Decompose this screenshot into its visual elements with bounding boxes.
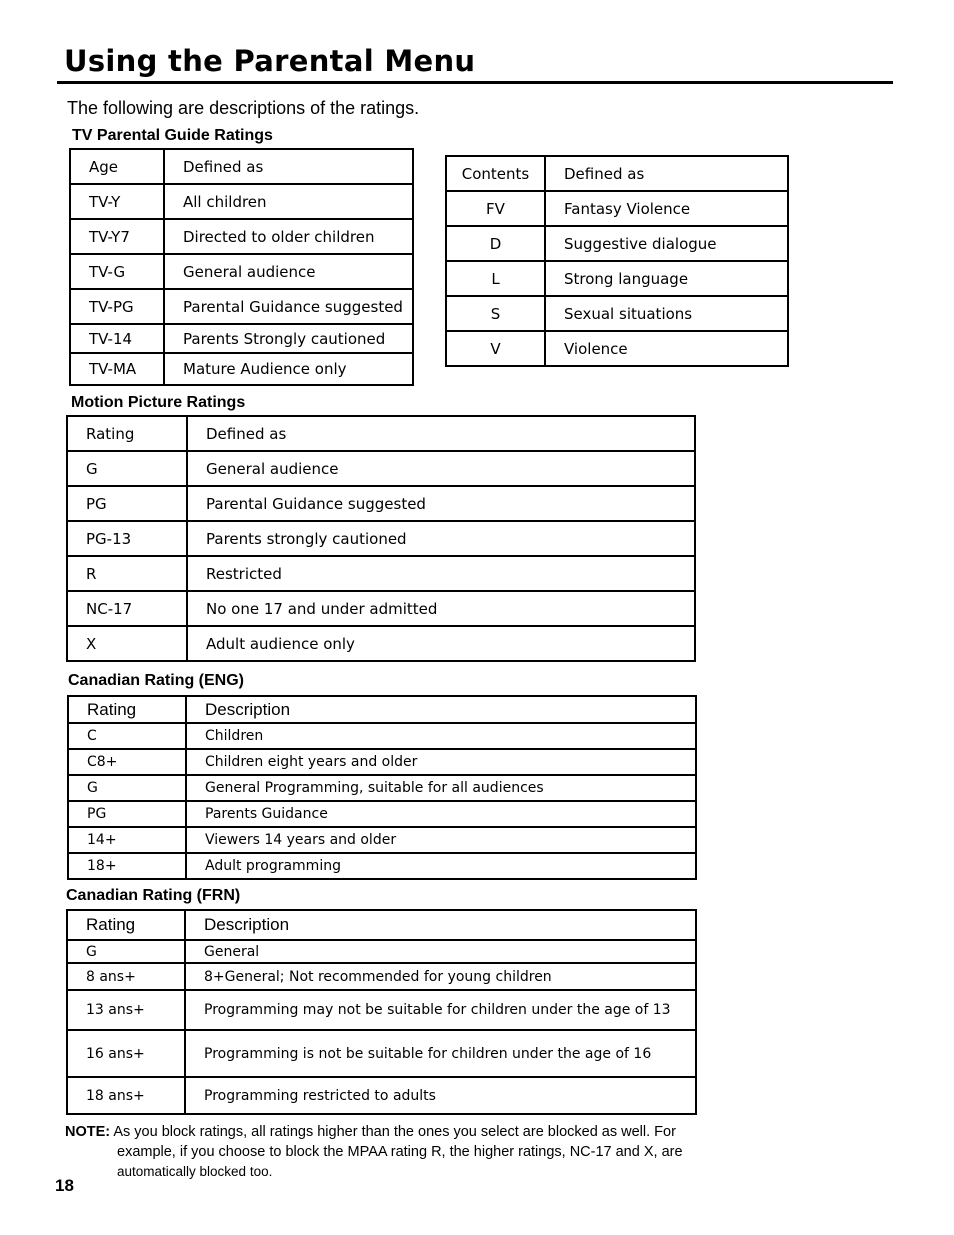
rating-cell: 8 ans+ — [67, 963, 185, 990]
description-cell: Parental Guidance suggested — [187, 486, 695, 521]
header-cell-description: Defined as — [545, 156, 788, 191]
rating-cell: G — [67, 940, 185, 963]
title-rule — [57, 81, 893, 84]
header-cell-description: Defined as — [187, 416, 695, 451]
note-paragraph — [65, 1122, 765, 1182]
description-cell: Adult programming — [186, 853, 696, 879]
table-row — [67, 963, 696, 990]
table-header-row — [68, 696, 696, 723]
table-row — [70, 324, 413, 353]
header-cell-rating: Contents — [446, 156, 545, 191]
table-row — [446, 261, 788, 296]
table-header-row — [67, 416, 695, 451]
table-row — [70, 254, 413, 289]
rating-cell: L — [446, 261, 545, 296]
tv-ratings-heading: TV Parental Guide Ratings — [72, 127, 273, 144]
description-cell: Children — [186, 723, 696, 749]
description-cell: No one 17 and under admitted — [187, 591, 695, 626]
description-cell: Programming may not be suitable for children under the age of 13 — [185, 990, 696, 1030]
description-cell: Programming is not be suitable for children under the age of 16 — [185, 1030, 696, 1077]
rating-cell: TV-MA — [70, 353, 164, 385]
rating-cell: C — [68, 723, 186, 749]
table-header-row — [67, 910, 696, 940]
canadian-frn-heading: Canadian Rating (FRN) — [66, 887, 241, 904]
header-cell-description: Description — [185, 910, 696, 940]
rating-cell: PG — [67, 486, 187, 521]
note-line-1: As you block ratings, all ratings higher than the ones you select are blocked as well. For — [113, 1124, 676, 1140]
table-row — [68, 775, 696, 801]
table-row — [67, 451, 695, 486]
rating-cell: 14+ — [68, 827, 186, 853]
motion-picture-table — [66, 415, 696, 662]
rating-cell: TV-Y — [70, 184, 164, 219]
description-cell: Parents Strongly cautioned — [164, 324, 413, 353]
description-cell: Parents Guidance — [186, 801, 696, 827]
rating-cell: G — [67, 451, 187, 486]
table-row — [68, 749, 696, 775]
rating-cell: TV-G — [70, 254, 164, 289]
table-row — [67, 591, 695, 626]
description-cell: Adult audience only — [187, 626, 695, 661]
intro-text: The following are descriptions of the ratings. — [67, 98, 420, 118]
rating-cell: R — [67, 556, 187, 591]
note-line-3: automatically blocked too. — [117, 1164, 273, 1179]
rating-cell: S — [446, 296, 545, 331]
rating-cell: PG-13 — [67, 521, 187, 556]
header-cell-rating: Rating — [67, 910, 185, 940]
rating-cell: 18 ans+ — [67, 1077, 185, 1114]
table-row — [67, 486, 695, 521]
header-cell-description: Description — [186, 696, 696, 723]
table-row — [70, 289, 413, 324]
description-cell: All children — [164, 184, 413, 219]
page-number: 18 — [55, 1176, 74, 1195]
table-row — [70, 353, 413, 385]
canadian-frn-table — [66, 909, 697, 1115]
rating-cell: D — [446, 226, 545, 261]
rating-cell: C8+ — [68, 749, 186, 775]
contents-table — [445, 155, 789, 367]
rating-cell: PG — [68, 801, 186, 827]
table-row — [67, 940, 696, 963]
page-title: Using the Parental Menu — [64, 44, 476, 78]
description-cell: Sexual situations — [545, 296, 788, 331]
rating-cell: 13 ans+ — [67, 990, 185, 1030]
description-cell: Violence — [545, 331, 788, 366]
table-row — [68, 853, 696, 879]
table-row — [446, 296, 788, 331]
header-cell-description: Defined as — [164, 149, 413, 184]
description-cell: Restricted — [187, 556, 695, 591]
rating-cell: V — [446, 331, 545, 366]
header-cell-rating: Rating — [67, 416, 187, 451]
header-cell-rating: Age — [70, 149, 164, 184]
table-row — [446, 226, 788, 261]
canadian-eng-heading: Canadian Rating (ENG) — [68, 672, 245, 689]
table-header-row — [70, 149, 413, 184]
description-cell: 8+General; Not recommended for young children — [185, 963, 696, 990]
rating-cell: FV — [446, 191, 545, 226]
description-cell: Directed to older children — [164, 219, 413, 254]
table-header-row — [446, 156, 788, 191]
description-cell: Programming restricted to adults — [185, 1077, 696, 1114]
description-cell: Strong language — [545, 261, 788, 296]
table-row — [67, 990, 696, 1030]
description-cell: General — [185, 940, 696, 963]
rating-cell: TV-Y7 — [70, 219, 164, 254]
note-label: NOTE: — [65, 1124, 111, 1140]
description-cell: General audience — [164, 254, 413, 289]
description-cell: Parental Guidance suggested — [164, 289, 413, 324]
description-cell: General audience — [187, 451, 695, 486]
description-cell: Suggestive dialogue — [545, 226, 788, 261]
motion-picture-heading: Motion Picture Ratings — [71, 394, 246, 411]
note-line-2: example, if you choose to block the MPAA rating R, the higher ratings, NC-17 and X, are — [117, 1144, 683, 1160]
rating-cell: X — [67, 626, 187, 661]
table-row — [67, 1077, 696, 1114]
header-cell-rating: Rating — [68, 696, 186, 723]
description-cell: Viewers 14 years and older — [186, 827, 696, 853]
table-row — [68, 827, 696, 853]
description-cell: Parents strongly cautioned — [187, 521, 695, 556]
rating-cell: NC-17 — [67, 591, 187, 626]
table-row — [70, 184, 413, 219]
rating-cell: TV-PG — [70, 289, 164, 324]
description-cell: General Programming, suitable for all audiences — [186, 775, 696, 801]
table-row — [68, 801, 696, 827]
table-row — [70, 219, 413, 254]
table-row — [67, 521, 695, 556]
rating-cell: G — [68, 775, 186, 801]
table-row — [446, 331, 788, 366]
description-cell: Children eight years and older — [186, 749, 696, 775]
table-row — [68, 723, 696, 749]
tv-ratings-table — [69, 148, 414, 386]
rating-cell: TV-14 — [70, 324, 164, 353]
description-cell: Fantasy Violence — [545, 191, 788, 226]
rating-cell: 18+ — [68, 853, 186, 879]
table-row — [67, 556, 695, 591]
canadian-eng-table — [67, 695, 697, 880]
description-cell: Mature Audience only — [164, 353, 413, 385]
table-row — [67, 626, 695, 661]
table-row — [446, 191, 788, 226]
rating-cell: 16 ans+ — [67, 1030, 185, 1077]
table-row — [67, 1030, 696, 1077]
